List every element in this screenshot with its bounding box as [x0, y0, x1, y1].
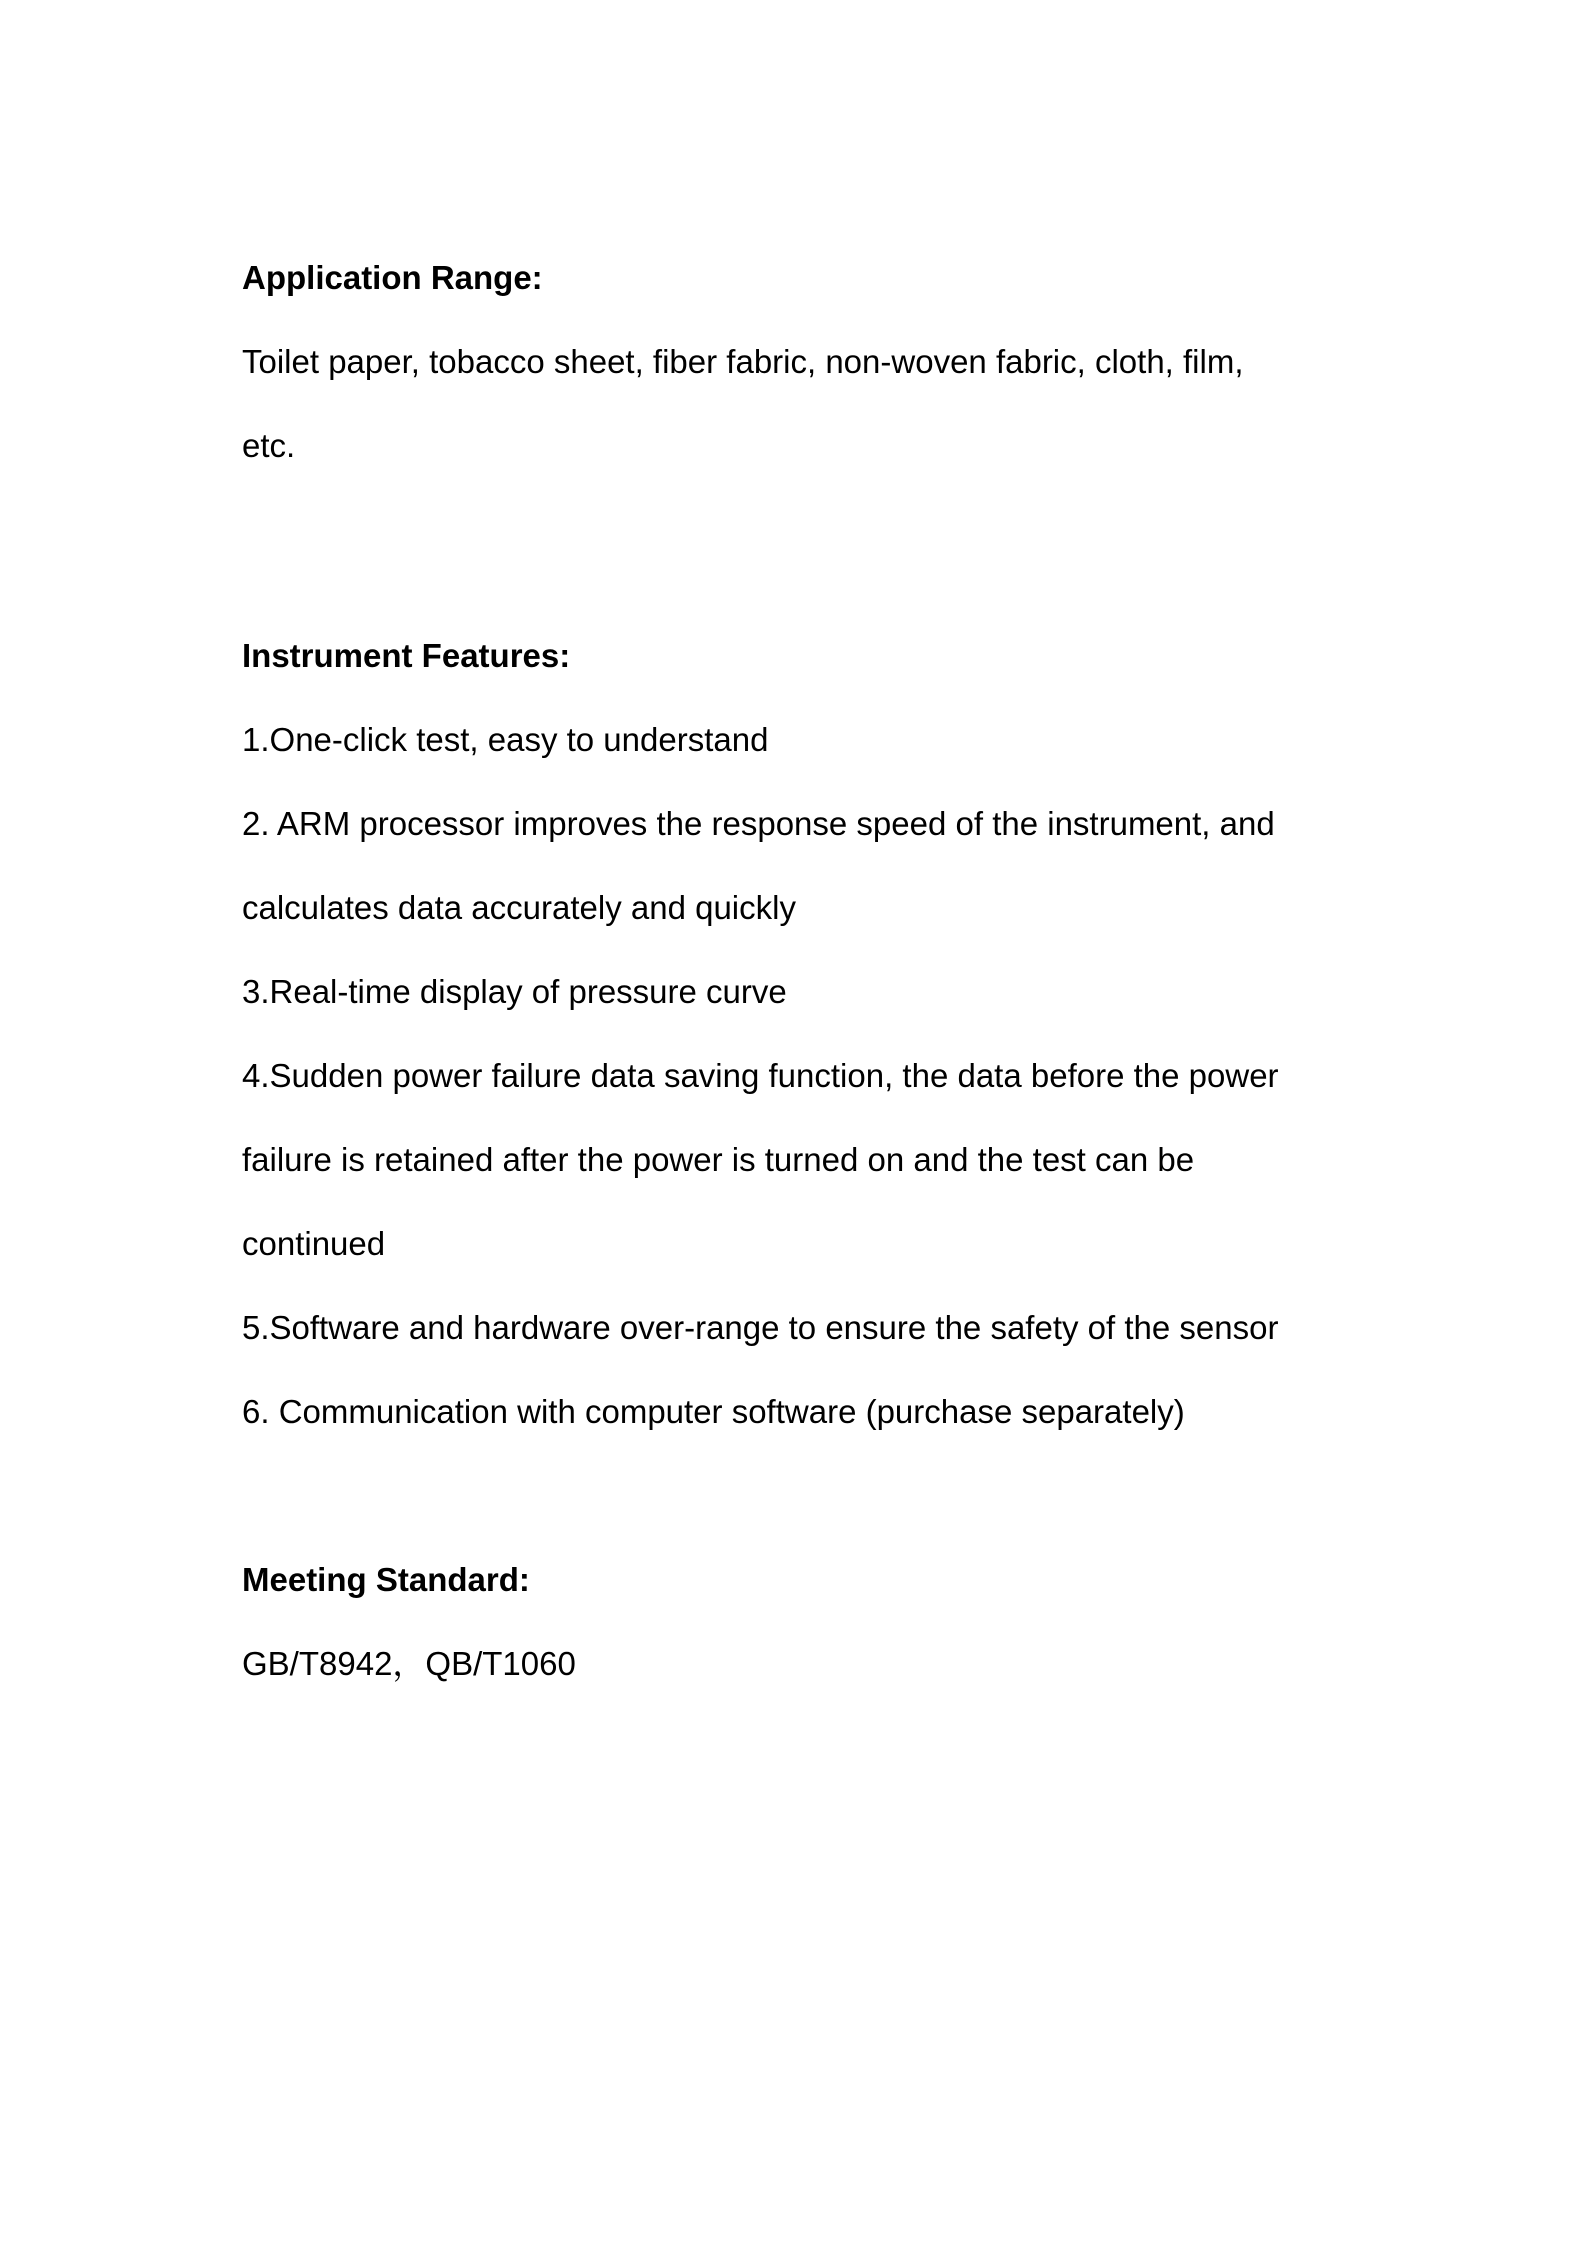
feature-line-5: 4.Sudden power failure data saving function, the data before the power — [242, 1057, 1279, 1094]
application-range-line-2: etc. — [242, 427, 296, 464]
instrument-features-heading: Instrument Features: — [242, 637, 571, 674]
feature-line-9: 6. Communication with computer software (purchase separately) — [242, 1393, 1185, 1430]
feature-line-8: 5.Software and hardware over-range to ensure the safety of the sensor — [242, 1309, 1279, 1346]
meeting-standard-line-1: GB/T8942，QB/T1060 — [242, 1645, 576, 1682]
feature-line-4: 3.Real-time display of pressure curve — [242, 973, 787, 1010]
feature-line-2: 2. ARM processor improves the response speed of the instrument, and — [242, 805, 1275, 842]
feature-line-3: calculates data accurately and quickly — [242, 889, 796, 926]
feature-line-7: continued — [242, 1225, 386, 1262]
meeting-standard-heading: Meeting Standard: — [242, 1561, 530, 1598]
feature-line-6: failure is retained after the power is turned on and the test can be — [242, 1141, 1195, 1178]
application-range-line-1: Toilet paper, tobacco sheet, fiber fabric, non-woven fabric, cloth, film, — [242, 343, 1244, 380]
feature-line-1: 1.One-click test, easy to understand — [242, 721, 769, 758]
application-range-heading: Application Range: — [242, 259, 543, 296]
